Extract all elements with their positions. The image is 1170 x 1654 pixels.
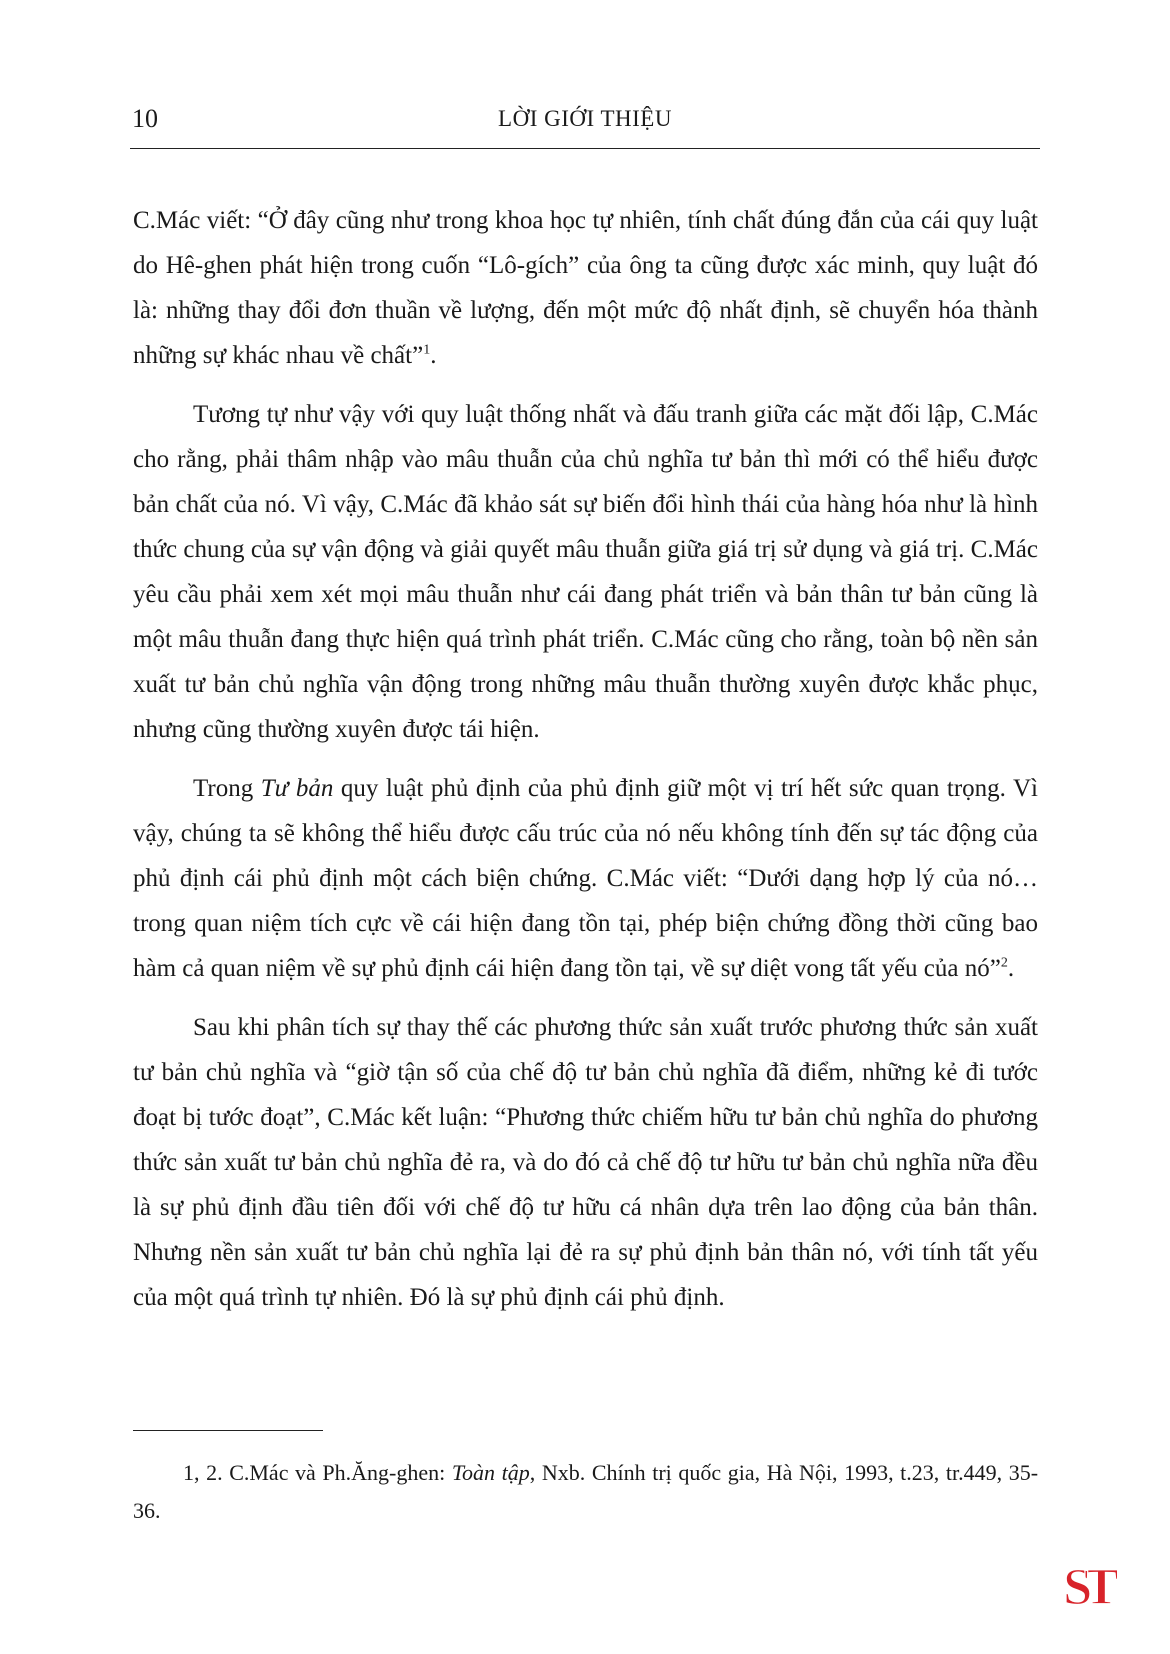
paragraph-3-tail: .	[1007, 955, 1015, 982]
paragraph-1-text: C.Mác viết: “Ở đây cũng như trong khoa học tự nhiên, tính chất đúng đắn của cái quy luật do Hê-ghen phát hiện trong cuốn “Lô-gích” của ông ta cũng được xác minh, quy luật đó là: những thay đổi đơn thuần về lượng, đến một mức độ nhất định, sẽ chuyển hóa thành những sự khác nhau về chất”	[133, 207, 1038, 369]
footnote-rest: , Nxb. Chính trị quốc gia, Hà Nội, 1993, t.23, tr.449, 35-36.	[133, 1460, 1039, 1523]
paragraph-3	[133, 766, 1038, 991]
footnote-divider	[133, 1430, 323, 1431]
body-text	[133, 198, 1038, 1334]
footnote-ref-1: 1	[423, 342, 431, 358]
paragraph-4: Sau khi phân tích sự thay thế các phương thức sản xuất trước phương thức sản xuất tư bản chủ nghĩa và “giờ tận số của chế độ tư bản chủ nghĩa đã điểm, những kẻ đi tước đoạt bị tước đoạt”, C.Mác kết luận: “Phương thức chiếm hữu tư bản chủ nghĩa do phương thức sản xuất tư bản chủ nghĩa đẻ ra, và do đó cả chế độ tư hữu tư bản chủ nghĩa nữa đều là sự phủ định đầu tiên đối với chế độ tư hữu cá nhân dựa trên lao động của bản thân. Nhưng nền sản xuất tư bản chủ nghĩa lại đẻ ra sự phủ định bản thân nó, với tính tất yếu của một quá trình tự nhiên. Đó là sự phủ định cái phủ định.	[133, 1014, 1038, 1311]
paragraph-2: Tương tự như vậy với quy luật thống nhất và đấu tranh giữa các mặt đối lập, C.Mác cho rằng, phải thâm nhập vào mâu thuẫn của chủ nghĩa tư bản thì mới có thể hiểu được bản chất của nó. Vì vậy, C.Mác đã khảo sát sự biến đổi hình thái của hàng hóa như là hình thức chung của sự vận động và giải quyết mâu thuẫn giữa giá trị sử dụng và giá trị. C.Mác yêu cầu phải xem xét mọi mâu thuẫn như cái đang phát triển và bản thân tư bản cũng là một mâu thuẫn đang thực hiện quá trình phát triển. C.Mác cũng cho rằng, toàn bộ nền sản xuất tư bản chủ nghĩa vận động trong những mâu thuẫn thường xuyên được khắc phục, nhưng cũng thường xuyên được tái hiện.	[133, 401, 1038, 743]
footnote	[133, 1454, 1038, 1530]
footnote-ref-2: 2	[1000, 955, 1008, 971]
publisher-logo	[1057, 1552, 1117, 1614]
paragraph-1-tail: .	[430, 342, 437, 369]
paragraph-1	[133, 198, 1038, 378]
page-header	[130, 100, 1040, 149]
paragraph-3-lead: Trong	[193, 775, 261, 802]
running-title: LỜI GIỚI THIỆU	[498, 106, 672, 131]
page-number: 10	[132, 104, 158, 133]
publisher-logo-text: ST	[1063, 1559, 1111, 1614]
footnote-italic-title: Toàn tập	[451, 1460, 530, 1485]
book-title-italic: Tư bản	[260, 775, 334, 802]
footnote-lead: 1, 2. C.Mác và Ph.Ăng-ghen:	[183, 1460, 452, 1485]
paragraph-3-rest: quy luật phủ định của phủ định giữ một vị trí hết sức quan trọng. Vì vậy, chúng ta sẽ không thể hiểu được cấu trúc của nó nếu không tính đến sự tác động của phủ định cái phủ định một cách biện chứng. C.Mác viết: “Dưới dạng hợp lý của nó… trong quan niệm tích cực về cái hiện đang tồn tại, phép biện chứng đồng thời cũng bao hàm cả quan niệm về sự phủ định cái hiện đang tồn tại, về sự diệt vong tất yếu của nó”	[133, 775, 1038, 982]
